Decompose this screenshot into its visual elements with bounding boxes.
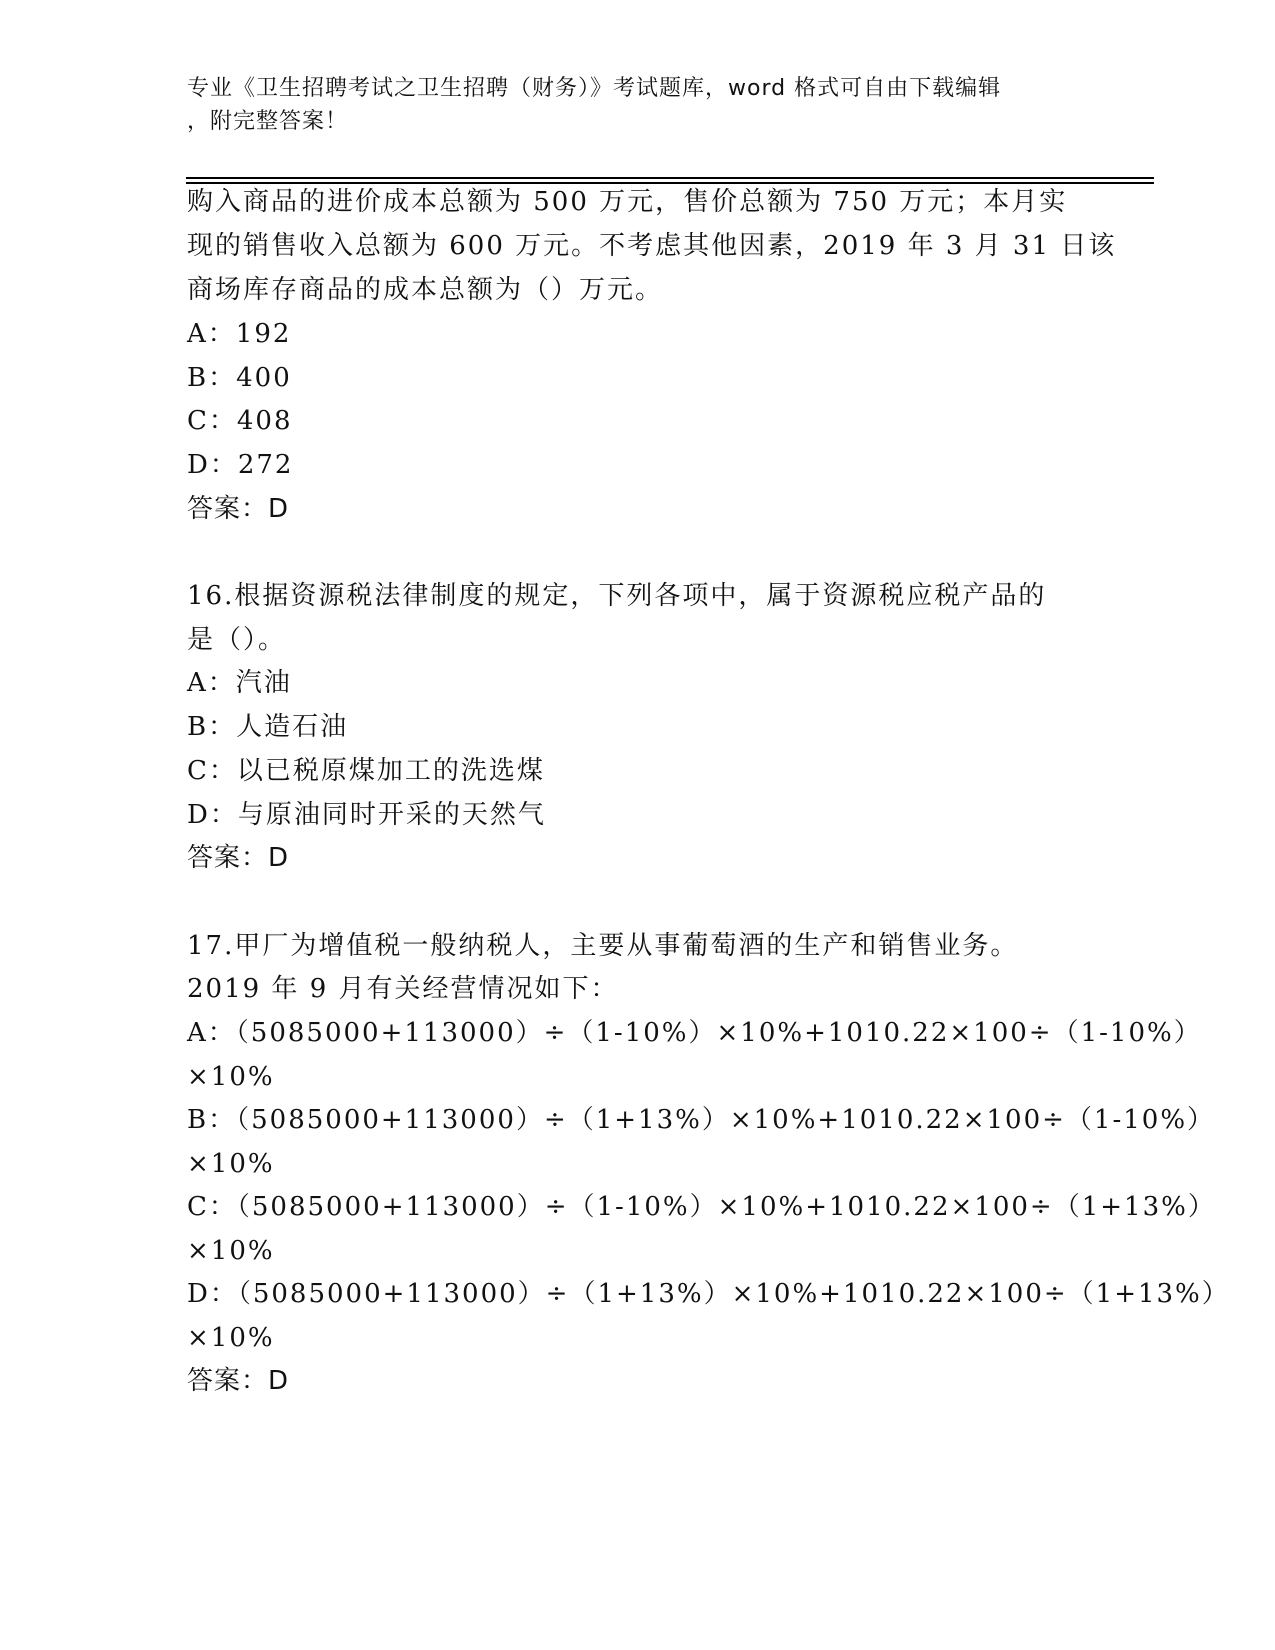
q16-option-c: C：以已税原煤加工的洗选煤 bbox=[187, 756, 545, 786]
q15-stem-line-2: 现的销售收入总额为 600 万元。不考虑其他因素，2019 年 3 月 31 日该 bbox=[187, 231, 1117, 261]
header-divider-top bbox=[186, 177, 1154, 179]
q16-option-b: B：人造石油 bbox=[187, 712, 349, 742]
q15-answer: 答案：D bbox=[187, 494, 290, 524]
q15-option-a: A：192 bbox=[187, 319, 292, 349]
q15-stem-line-1: 购入商品的进价成本总额为 500 万元，售价总额为 750 万元；本月实 bbox=[187, 187, 1068, 217]
q17-stem-line-2: 2019 年 9 月有关经营情况如下： bbox=[187, 974, 619, 1004]
document-header bbox=[187, 72, 1067, 138]
q17-option-c-line-1: C：（5085000+113000）÷（1-10%）×10%+1010.22×100÷（1+13%） bbox=[187, 1192, 1216, 1222]
q17-option-b-line-1: B：（5085000+113000）÷（1+13%）×10%+1010.22×100÷（1-10%） bbox=[187, 1105, 1216, 1135]
q15-option-b: B：400 bbox=[187, 363, 292, 393]
q16-answer: 答案：D bbox=[187, 843, 290, 873]
q17-option-b-line-2: ×10% bbox=[187, 1149, 275, 1179]
header-line-2: ，附完整答案！ bbox=[187, 109, 349, 134]
q15-option-d: D：272 bbox=[187, 450, 294, 480]
q16-stem-line-2: 是（）。 bbox=[187, 625, 287, 655]
q17-option-a-line-1: A：（5085000+113000）÷（1-10%）×10%+1010.22×100÷（1-10%） bbox=[187, 1018, 1202, 1048]
q17-stem-line-1: 17.甲厂为增值税一般纳税人，主要从事葡萄酒的生产和销售业务。 bbox=[187, 931, 1019, 961]
q16-stem-line-1: 16.根据资源税法律制度的规定，下列各项中，属于资源税应税产品的 bbox=[187, 581, 1047, 611]
q17-option-a-line-2: ×10% bbox=[187, 1062, 275, 1092]
q16-option-a: A：汽油 bbox=[187, 668, 292, 698]
q17-answer: 答案：D bbox=[187, 1366, 290, 1396]
header-line-1: 专业《卫生招聘考试之卫生招聘（财务）》考试题库，word 格式可自由下载编辑 bbox=[187, 76, 1002, 101]
q15-stem-line-3: 商场库存商品的成本总额为（）万元。 bbox=[187, 275, 664, 305]
q17-option-c-line-2: ×10% bbox=[187, 1236, 275, 1266]
q17-option-d-line-1: D：（5085000+113000）÷（1+13%）×10%+1010.22×100÷（1+13%） bbox=[187, 1279, 1230, 1309]
q15-option-c: C：408 bbox=[187, 406, 293, 436]
q17-option-d-line-2: ×10% bbox=[187, 1323, 275, 1353]
q16-option-d: D：与原油同时开采的天然气 bbox=[187, 800, 546, 830]
header-divider-bottom bbox=[186, 182, 1154, 184]
